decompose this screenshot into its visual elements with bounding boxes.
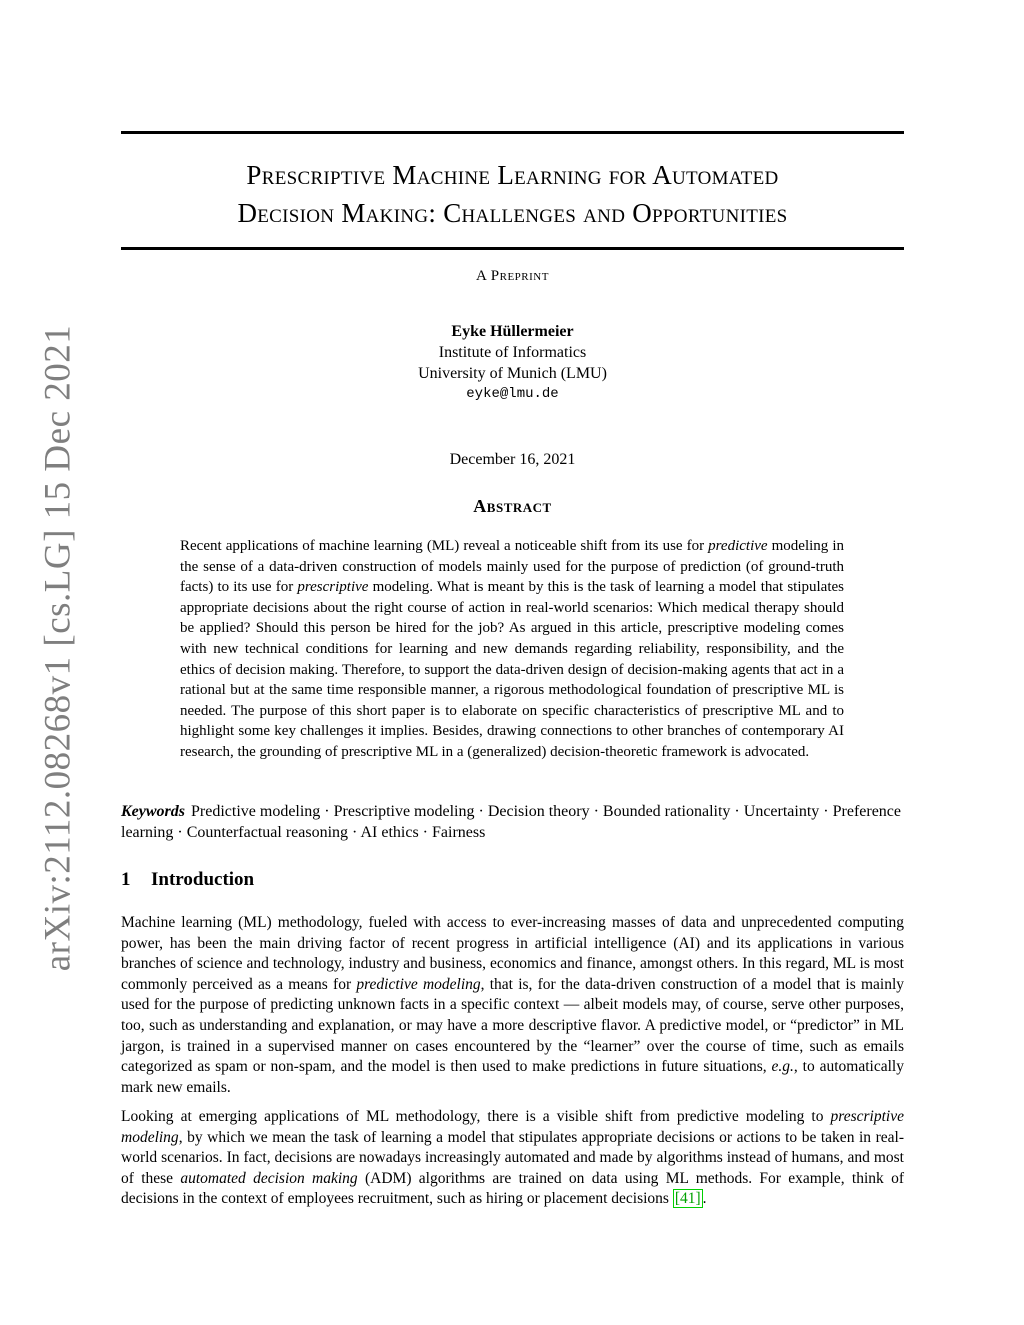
section-heading-introduction [121, 869, 254, 891]
publication-date: December 16, 2021 [449, 451, 576, 468]
paragraph-text: , by which we mean the task of learning a model that stipulates appropriate decisions or actions to be taken in real-world scenarios. In fact, decisions are nowadays increasingly automated and made by algorithms instead of humans, and most of these [121, 1128, 904, 1187]
paragraph-emphasis: automated decision making [180, 1169, 358, 1187]
keywords-list: Predictive modeling · Prescriptive modeling · Decision theory · Bounded rationality · Uncertainty · Preference learning · Counterfactual reasoning · AI ethics · Fairness [121, 803, 901, 841]
author-affiliation-institute: Institute of Informatics [438, 344, 587, 361]
author-affiliation-university: University of Munich (LMU) [418, 365, 607, 382]
keywords-block [121, 801, 904, 843]
abstract-emphasis: prescriptive [297, 579, 369, 596]
paragraph-emphasis: predictive modeling [356, 975, 481, 993]
paper-title-line-2: Decision Making: Challenges and Opportunities [237, 198, 788, 228]
abstract-body [180, 536, 844, 763]
abstract-text: modeling in the sense of a data-driven construction of models mainly used for the purpose of prediction (of ground-truth facts) to its use for [180, 538, 845, 596]
introduction-paragraph-2 [121, 1107, 904, 1210]
abstract-heading: Abstract [473, 496, 552, 516]
paragraph-emphasis: prescriptive modeling [121, 1108, 904, 1146]
abstract-emphasis: predictive [708, 538, 768, 554]
section-number: 1 [121, 869, 131, 890]
abstract-text: modeling. What is meant by this is the task of learning a model that stipulates appropriate decisions about the right course of action in real-world scenarios: Which medical therapy should be applied? Should this person be hired for the job? As argued in this article, prescriptive modeling comes with new technical conditions for learning and new demands regarding reliability, responsibility, and the ethics of decision making. Therefore, to support the data-driven design of decision-making agents that act in a rational but at the same time responsible manner, a rigorous methodological foundation of prescriptive ML is needed. The purpose of this short paper is to elaborate on specific characteristics of prescriptive ML and to highlight some key challenges it implies. Besides, drawing connections to other branches of contemporary AI research, the grounding of prescriptive ML in a (generalized) decision-theoretic framework is advocated. [180, 579, 844, 760]
paragraph-text: , to automatically mark new emails. [121, 1058, 904, 1096]
paragraph-emphasis: e.g. [771, 1058, 794, 1076]
citation-link[interactable]: [41] [674, 1190, 701, 1208]
title-top-rule [121, 131, 904, 134]
paragraph-text: , that is, for the data-driven construction of a model that is mainly used for the purpose of predicting unknown facts in a specific context — albeit models may, of course, serve other purposes, too, such as understanding and explanation, or may have a more descriptive flavor. A predictive model, or “predictor” in ML jargon, is trained in a supervised manner on cases encountered by the “learner” over the course of time, such as emails categorized as spam or non-spam, and the model is then used to make predictions in future situations, [121, 975, 904, 1076]
title-bottom-rule [121, 247, 904, 250]
paper-title-line-1: Prescriptive Machine Learning for Automated [246, 160, 779, 190]
paragraph-text: . [702, 1190, 707, 1208]
author-name: Eyke Hüllermeier [451, 323, 574, 340]
author-email[interactable]: eyke@lmu.de [466, 386, 559, 402]
author-block [121, 321, 904, 405]
paragraph-text: (ADM) algorithms are trained on data using ML methods. For example, think of decisions in the context of employees recruitment, such as hiring or placement decisions [121, 1169, 904, 1208]
preprint-label: A Preprint [476, 268, 549, 284]
keywords-label: Keywords [121, 803, 185, 820]
paragraph-text: Machine learning (ML) methodology, fueled with access to ever-increasing masses of data and unprecedented computing power, has been the main driving factor of recent progress in artificial intelligence (AI) and its applications in various branches of science and technology, industry and business, economics and finance, amongst others. In this regard, ML is most commonly perceived as a means for [121, 914, 904, 993]
paper-title [121, 156, 904, 232]
section-title: Introduction [151, 869, 255, 890]
abstract-text: Recent applications of machine learning (ML) reveal a noticeable shift from its use for [180, 538, 709, 554]
introduction-paragraph-1 [121, 913, 904, 1098]
arxiv-identifier-stamp: arXiv:2112.08268v1 [cs.LG] 15 Dec 2021 [37, 324, 79, 972]
paragraph-text: Looking at emerging applications of ML methodology, there is a visible shift from predictive modeling to [121, 1108, 831, 1125]
